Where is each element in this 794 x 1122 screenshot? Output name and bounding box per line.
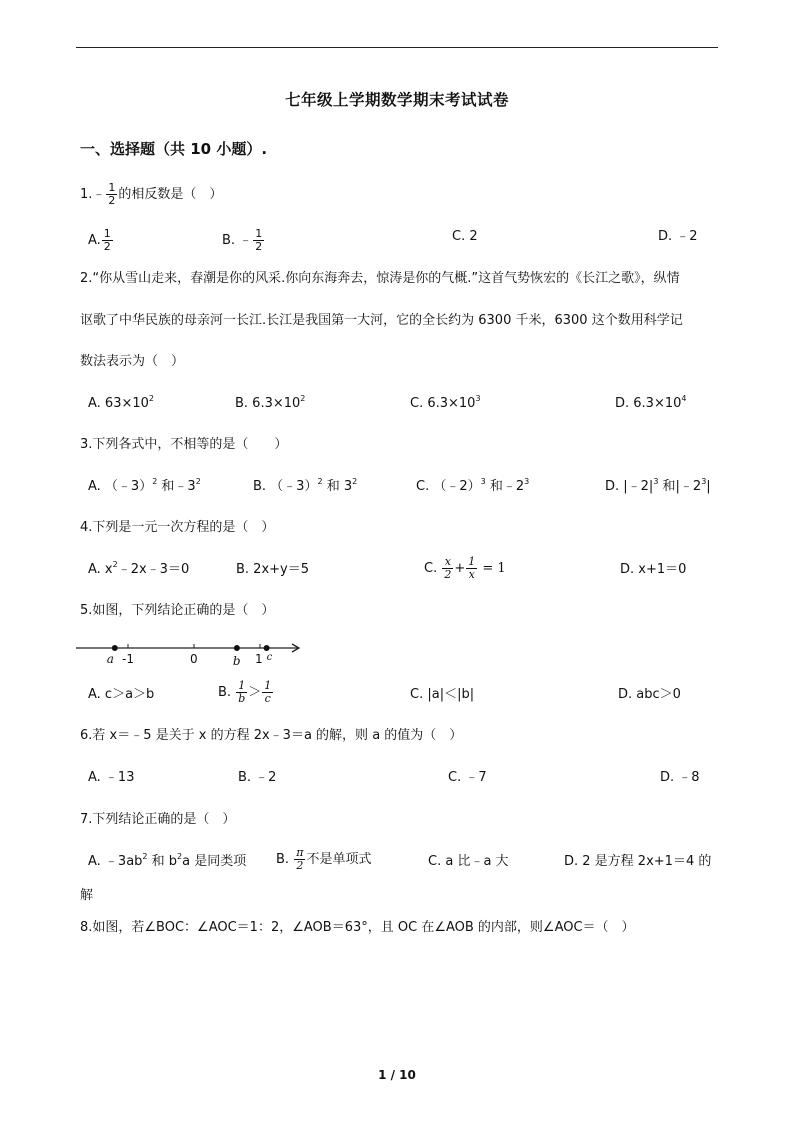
q1-b-num: 1: [255, 227, 263, 240]
label-b: b: [232, 654, 241, 668]
q3-b-exp1: 2: [317, 477, 323, 486]
q2-b-exp: 2: [300, 394, 306, 403]
page-title: 七年级上学期数学期末考试试卷: [284, 91, 509, 109]
q4-a-part2: ﹣2x﹣3＝0: [117, 562, 190, 577]
q3-b-part2: 和 3: [322, 479, 353, 494]
q1-b-den: 2: [255, 240, 263, 253]
q5-b-fraction-1: [236, 680, 247, 705]
q3-option-b[interactable]: [253, 478, 357, 496]
q1-a-fraction: [102, 228, 113, 253]
q2-stem-line-3: 数法表示为（ ）: [80, 354, 185, 369]
q4-a-part1: A. x: [88, 562, 113, 577]
q7-b-fraction: [294, 847, 305, 872]
q4-c-label: C.: [424, 561, 438, 576]
q7-a-part2: 和 b: [147, 854, 178, 869]
q7-b-label: B.: [276, 852, 290, 867]
question-1-stem: [80, 182, 222, 207]
q5-option-b[interactable]: [218, 680, 274, 705]
q1-frac-den: 2: [108, 194, 116, 207]
label-minus-one: -1: [122, 652, 134, 666]
q1-a-num: 1: [103, 227, 111, 240]
q2-b-base: B. 6.3×10: [235, 396, 301, 411]
q6-stem: 6.若 x＝﹣5 是关于 x 的方程 2x﹣3＝a 的解，则 a 的值为（ ）: [80, 728, 463, 743]
q5-option-d[interactable]: D. abc＞0: [618, 687, 681, 702]
q2-option-d[interactable]: [615, 395, 686, 413]
q3-d-exp2: 3: [701, 477, 707, 486]
q1-a-den: 2: [103, 240, 111, 253]
point-c: [264, 645, 270, 651]
q5-b-fraction-2: [262, 680, 273, 705]
q7-option-a[interactable]: [88, 853, 246, 871]
q4-c-plus: +: [454, 561, 466, 576]
q1-option-d[interactable]: D. ﹣2: [658, 229, 698, 244]
q3-a-part1: A. （﹣3）: [88, 479, 153, 494]
q3-c-part1: C. （﹣2）: [416, 479, 481, 494]
q4-stem: 4.下列是一元一次方程的是（ ）: [80, 520, 275, 535]
q4-c-fraction-2: [466, 556, 477, 581]
q7-a-exp2: 2: [177, 852, 183, 861]
q2-d-base: D. 6.3×10: [615, 396, 682, 411]
q1-a-label: A.: [88, 233, 101, 248]
q1-b-fraction: [253, 228, 264, 253]
q1-option-a[interactable]: [88, 228, 114, 253]
q4-c-f2-num: 1: [468, 555, 476, 568]
q3-d-part2: 和|﹣2: [658, 479, 702, 494]
q6-option-b[interactable]: B. ﹣2: [238, 770, 277, 785]
q2-d-exp: 4: [681, 394, 687, 403]
q4-option-a[interactable]: [88, 561, 189, 579]
q6-option-a[interactable]: A. ﹣13: [88, 770, 135, 785]
q7-a-part3: a 是同类项: [182, 854, 247, 869]
q3-c-exp2: 3: [524, 477, 530, 486]
q6-option-c[interactable]: C. ﹣7: [448, 770, 487, 785]
q7-a-part1: A. ﹣3ab: [88, 854, 143, 869]
page-number: 1 / 10: [378, 1068, 416, 1082]
q3-option-d[interactable]: [605, 478, 711, 496]
header-rule: [76, 47, 718, 48]
label-c: c: [266, 652, 273, 663]
q5-b-label: B.: [218, 685, 232, 700]
q1-frac-num: 1: [108, 181, 116, 194]
q2-c-base: C. 6.3×10: [410, 396, 476, 411]
q2-stem-line-1: 2.“你从雪山走来，春潮是你的风采.你向东海奔去，惊涛是你的气概.”这首气势恢宏的《长江之歌》，纵情: [80, 271, 680, 286]
q7-b-den: 2: [296, 859, 304, 872]
q2-option-a[interactable]: [88, 395, 154, 413]
q3-d-exp1: 3: [653, 477, 659, 486]
q8-stem: 8.如图，若∠BOC：∠AOC＝1：2，∠AOB＝63°，且 OC 在∠AOB 的内部，则∠AOC＝（ ）: [80, 920, 635, 935]
q7-b-tail: 不是单项式: [306, 852, 372, 867]
label-one: 1: [255, 652, 263, 666]
q4-c-tail: = 1: [482, 561, 506, 576]
q1-suffix: 的相反数是（ ）: [118, 187, 223, 202]
q4-c-f1-den: 2: [444, 568, 452, 581]
q2-a-base: A. 63×10: [88, 396, 149, 411]
q3-d-part3: |: [706, 479, 711, 494]
q4-option-d[interactable]: D. x+1＝0: [620, 562, 687, 577]
q4-c-f1-num: x: [442, 556, 453, 569]
q3-a-part2: 和﹣3: [157, 479, 196, 494]
q2-option-b[interactable]: [235, 395, 305, 413]
q3-b-exp2: 2: [352, 477, 358, 486]
q5-stem: 5.如图，下列结论正确的是（ ）: [80, 603, 275, 618]
q4-c-fraction-1: [442, 556, 453, 581]
q5-option-c[interactable]: C. |a|＜|b|: [410, 687, 475, 702]
q3-c-exp1: 3: [480, 477, 486, 486]
q3-a-exp2: 2: [195, 477, 201, 486]
q7-stem: 7.下列结论正确的是（ ）: [80, 812, 236, 827]
q2-a-exp: 2: [148, 394, 154, 403]
q5-b-f2-num: 1: [264, 679, 272, 692]
q5-b-f1-den: b: [238, 692, 246, 705]
point-a: [112, 645, 118, 651]
q4-option-c[interactable]: [424, 556, 506, 581]
q7-option-d-continuation: 解: [80, 888, 94, 903]
q5-b-f2-den: c: [264, 692, 271, 705]
q1-fraction: [106, 182, 117, 207]
q7-option-d[interactable]: D. 2 是方程 2x+1＝4 的: [564, 854, 712, 869]
q3-option-a[interactable]: [88, 478, 201, 496]
q5-b-gt: ＞: [248, 685, 262, 700]
q4-option-b[interactable]: B. 2x+y＝5: [236, 562, 310, 577]
q7-a-exp1: 2: [142, 852, 148, 861]
q1-option-b[interactable]: [222, 228, 265, 253]
q7-option-b[interactable]: [276, 847, 371, 872]
q4-a-exp: 2: [112, 560, 118, 569]
q7-option-c[interactable]: C. a 比﹣a 大: [428, 854, 509, 869]
number-line-figure: [74, 636, 306, 668]
label-a: a: [106, 652, 114, 666]
q3-stem: 3.下列各式中，不相等的是（ ）: [80, 437, 288, 452]
point-b: [234, 645, 240, 651]
q5-b-f1-num: 1: [236, 680, 247, 693]
q3-c-part2: 和﹣2: [485, 479, 525, 494]
section-heading: 一、选择题（共 10 小题）.: [80, 140, 268, 158]
q3-d-part1: D. |﹣2|: [605, 479, 654, 494]
q3-a-exp1: 2: [152, 477, 158, 486]
q6-option-d[interactable]: D. ﹣8: [660, 770, 700, 785]
q1-b-label: B. ﹣: [222, 233, 253, 248]
label-zero: 0: [190, 652, 198, 666]
q3-option-c[interactable]: [416, 478, 529, 496]
q7-b-num: π: [296, 846, 304, 859]
q2-option-c[interactable]: [410, 395, 481, 413]
q2-c-exp: 3: [475, 394, 481, 403]
q1-option-c[interactable]: C. 2: [452, 229, 478, 244]
q3-b-part1: B. （﹣3）: [253, 479, 318, 494]
q4-c-f2-den: x: [468, 568, 475, 581]
q2-stem-line-2: 讴歌了中华民族的母亲河一长江.长江是我国第一大河，它的全长约为 6300 千米，6300 这个数用科学记: [80, 313, 683, 328]
q5-option-a[interactable]: A. c＞a＞b: [88, 687, 155, 702]
q1-prefix: 1.﹣: [80, 187, 106, 202]
